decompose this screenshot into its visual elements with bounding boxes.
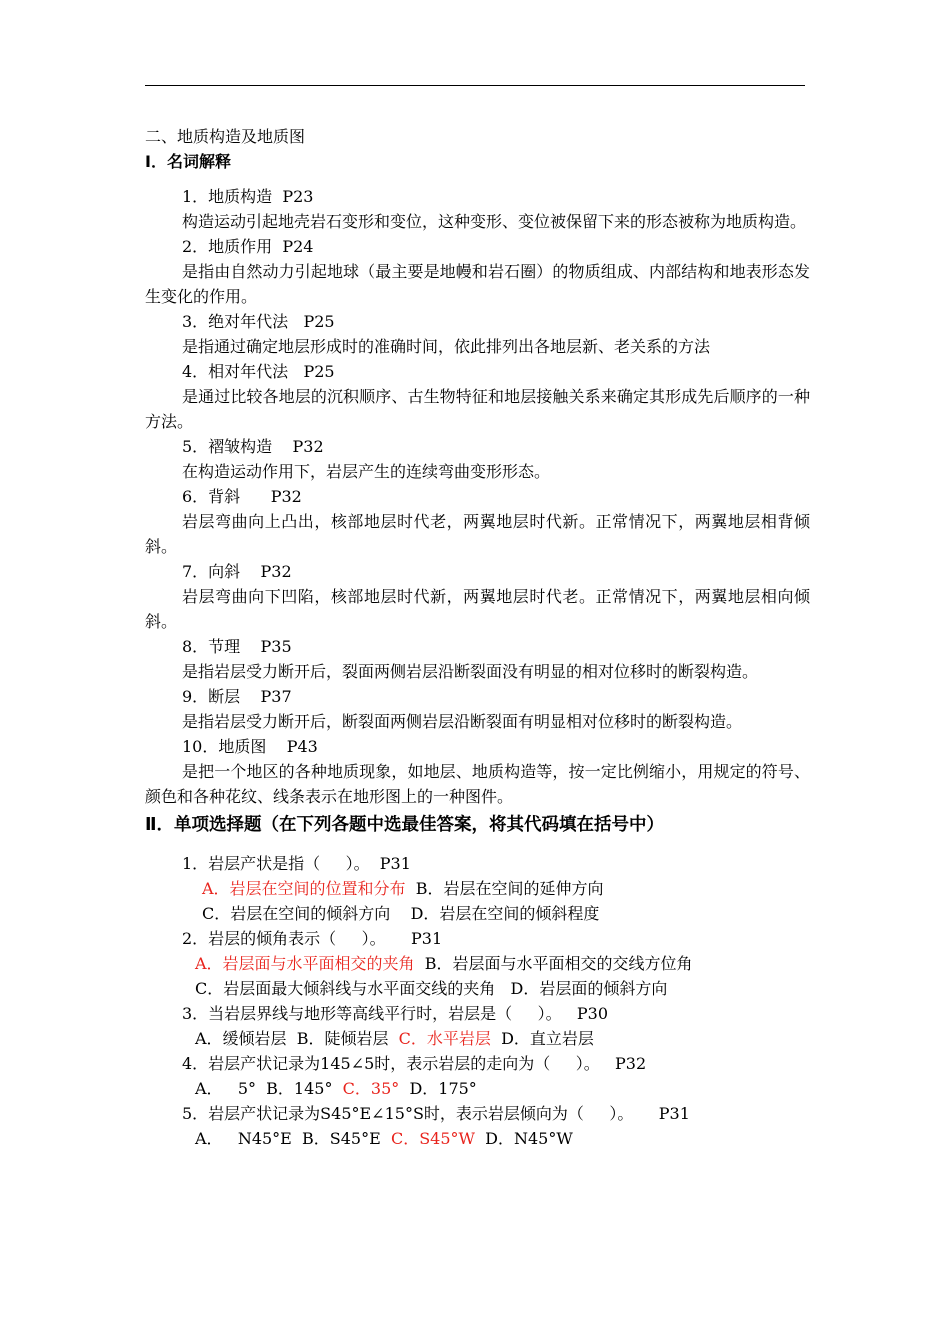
question-item xyxy=(145,1051,810,1101)
option-a: A．岩层面与水平面相交的夹角 xyxy=(195,954,415,973)
term-definition: 是通过比较各地层的沉积顺序、古生物特征和地层接触关系来确定其形成先后顺序的一种方法。 xyxy=(145,387,810,431)
question-item xyxy=(145,851,810,926)
question-options xyxy=(145,951,810,976)
term-definition: 是指通过确定地层形成时的准确时间，依此排列出各地层新、老关系的方法 xyxy=(182,337,711,356)
questions-list xyxy=(145,851,810,1151)
term-heading: 2．地质作用 P24 xyxy=(182,237,314,256)
part1-title: Ⅰ．名词解释 xyxy=(145,152,231,171)
question-options xyxy=(145,976,810,1001)
term-heading: 8．节理 P35 xyxy=(182,637,292,656)
question-options xyxy=(145,1126,810,1151)
option-d: D．岩层在空间的倾斜程度 xyxy=(390,904,600,923)
option-c: C．S45°W xyxy=(390,1129,475,1148)
term-definition: 岩层弯曲向上凸出，核部地层时代老，两翼地层时代新。正常情况下，两翼地层相背倾斜。 xyxy=(145,512,810,556)
term-heading: 5．褶皱构造 P32 xyxy=(182,437,324,456)
question-item xyxy=(145,926,810,1001)
term-item xyxy=(145,359,810,434)
term-heading: 10．地质图 P43 xyxy=(182,737,318,756)
option-a: A． 5° xyxy=(195,1079,256,1098)
question-stem: 5．岩层产状记录为S45°E∠15°S时，表示岩层倾向为（ ）。 P31 xyxy=(182,1104,690,1123)
question-item xyxy=(145,1001,810,1051)
option-a: A．缓倾岩层 xyxy=(195,1029,287,1048)
term-item xyxy=(145,559,810,634)
term-item xyxy=(145,234,810,309)
term-definition: 在构造运动作用下，岩层产生的连续弯曲变形形态。 xyxy=(182,462,551,481)
term-definition: 构造运动引起地壳岩石变形和变位，这种变形、变位被保留下来的形态被称为地质构造。 xyxy=(182,212,807,231)
term-item xyxy=(145,734,810,809)
question-options xyxy=(145,1076,810,1101)
header-rule xyxy=(145,85,805,86)
option-a: A．岩层在空间的位置和分布 xyxy=(202,879,406,898)
part2-title: Ⅱ．单项选择题（在下列各题中选最佳答案，将其代码填在括号中） xyxy=(145,815,665,835)
question-item xyxy=(145,1101,810,1151)
term-definition: 是指由自然动力引起地球（最主要是地幔和岩石圈）的物质组成、内部结构和地表形态发生变化的作用。 xyxy=(145,262,810,306)
option-b: B．S45°E xyxy=(291,1129,391,1148)
option-b: B．岩层面与水平面相交的交线方位角 xyxy=(414,954,693,973)
term-heading: 1．地质构造 P23 xyxy=(182,187,314,206)
section-title: 二、地质构造及地质图 xyxy=(145,127,306,146)
term-heading: 4．相对年代法 P25 xyxy=(182,362,335,381)
question-stem: 4．岩层产状记录为145∠5时，表示岩层的走向为（ ）。 P32 xyxy=(182,1054,647,1073)
term-item xyxy=(145,309,810,359)
option-a: A． N45°E xyxy=(195,1129,292,1148)
question-options xyxy=(145,876,810,901)
terms-list xyxy=(145,184,810,809)
option-b: B．陡倾岩层 xyxy=(286,1029,399,1048)
term-heading: 3．绝对年代法 P25 xyxy=(182,312,335,331)
term-heading: 6．背斜 P32 xyxy=(182,487,302,506)
question-options xyxy=(145,1026,810,1051)
term-definition: 是指岩层受力断开后，裂面两侧岩层沿断裂面没有明显的相对位移时的断裂构造。 xyxy=(182,662,759,681)
term-definition: 是把一个地区的各种地质现象，如地层、地质构造等，按一定比例缩小，用规定的符号、颜色和各种花纹、线条表示在地形图上的一种图件。 xyxy=(145,762,810,806)
option-b: B．岩层在空间的延伸方向 xyxy=(405,879,604,898)
term-item xyxy=(145,684,810,734)
option-d: D．岩层面的倾斜方向 xyxy=(495,979,668,998)
question-options xyxy=(145,901,810,926)
term-definition: 是指岩层受力断开后，断裂面两侧岩层沿断裂面有明显相对位移时的断裂构造。 xyxy=(182,712,743,731)
term-item xyxy=(145,434,810,484)
term-heading: 7．向斜 P32 xyxy=(182,562,292,581)
question-stem: 3．当岩层界线与地形等高线平行时，岩层是（ ）。 P30 xyxy=(182,1004,608,1023)
term-heading: 9．断层 P37 xyxy=(182,687,292,706)
option-c: C．水平岩层 xyxy=(398,1029,491,1048)
term-definition: 岩层弯曲向下凹陷，核部地层时代新，两翼地层时代老。正常情况下，两翼地层相向倾斜。 xyxy=(145,587,810,631)
option-b: B．145° xyxy=(256,1079,343,1098)
question-stem: 1．岩层产状是指（ ）。 P31 xyxy=(182,854,411,873)
option-d: D．直立岩层 xyxy=(490,1029,594,1048)
term-item xyxy=(145,634,810,684)
term-item xyxy=(145,184,810,234)
option-c: C．岩层面最大倾斜线与水平面交线的夹角 xyxy=(195,979,496,998)
option-c: C．岩层在空间的倾斜方向 xyxy=(202,904,391,923)
option-c: C．35° xyxy=(342,1079,400,1098)
option-d: D．N45°W xyxy=(474,1129,573,1148)
document-body xyxy=(145,124,810,1151)
option-d: D．175° xyxy=(399,1079,477,1098)
question-stem: 2．岩层的倾角表示（ ）。 P31 xyxy=(182,929,443,948)
term-item xyxy=(145,484,810,559)
